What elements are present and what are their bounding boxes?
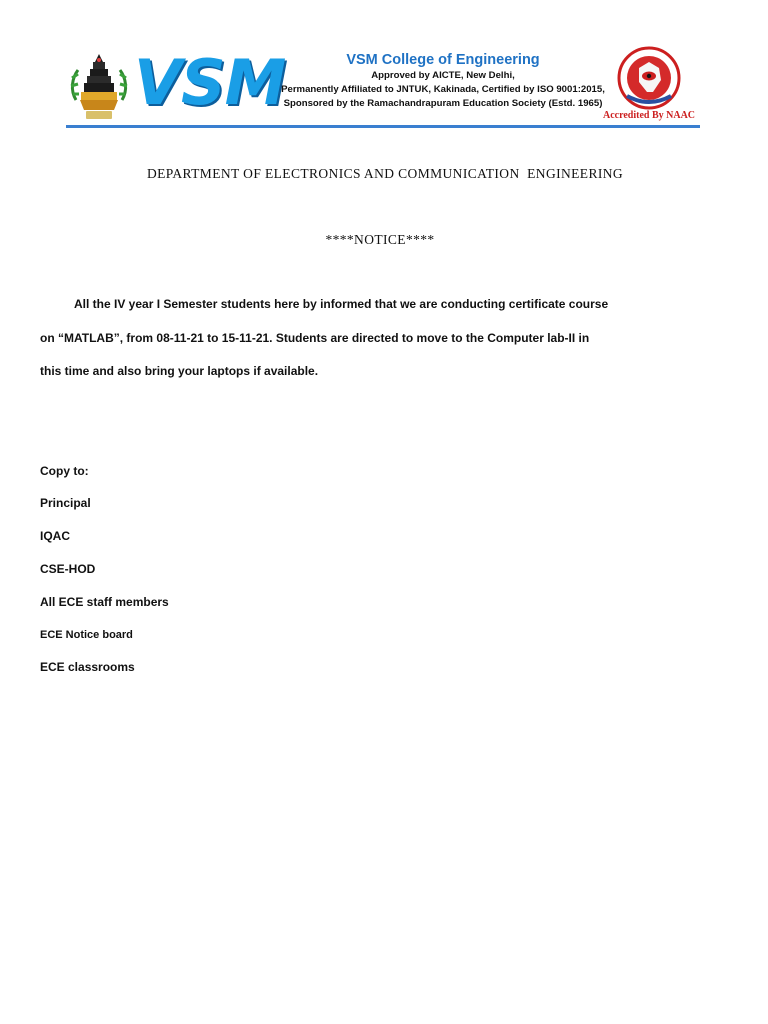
college-name: VSM College of Engineering: [346, 52, 540, 68]
notice-title: ****NOTICE****: [325, 232, 435, 247]
copy-to-label: Copy to:: [40, 464, 89, 478]
college-info-line: Sponsored by the Ramachandrapuram Education Society (Estd. 1965): [283, 98, 603, 109]
notice-body-line: this time and also bring your laptops if available.: [40, 364, 319, 378]
copy-recipient: IQAC: [40, 529, 70, 543]
copy-recipient: ECE Notice board: [40, 629, 133, 641]
notice-body-line: on “MATLAB”, from 08-11-21 to 15-11-21. Students are directed to move to the Computer lab-II in: [40, 331, 590, 345]
copy-recipient: Principal: [40, 496, 91, 510]
college-info-line: Approved by AICTE, New Delhi,: [371, 70, 515, 81]
header-divider: [66, 125, 700, 128]
letterhead: [64, 44, 704, 130]
accreditation-label: Accredited By NAAC: [602, 110, 696, 121]
department-title: DEPARTMENT OF ELECTRONICS AND COMMUNICATION ENGINEERING: [146, 166, 624, 181]
naac-seal-icon: [617, 46, 681, 110]
college-info-line: Permanently Affiliated to JNTUK, Kakinada, Certified by ISO 9001:2015,: [281, 84, 605, 95]
college-emblem-icon: [66, 48, 132, 124]
college-info: [278, 51, 608, 111]
copy-recipient: ECE classrooms: [40, 660, 135, 674]
vsm-logo-text: VSM: [134, 46, 286, 119]
copy-recipient: CSE-HOD: [40, 562, 96, 576]
notice-body-line: All the IV year I Semester students here by informed that we are conducting certificate course: [74, 297, 609, 311]
copy-recipient: All ECE staff members: [40, 595, 169, 609]
